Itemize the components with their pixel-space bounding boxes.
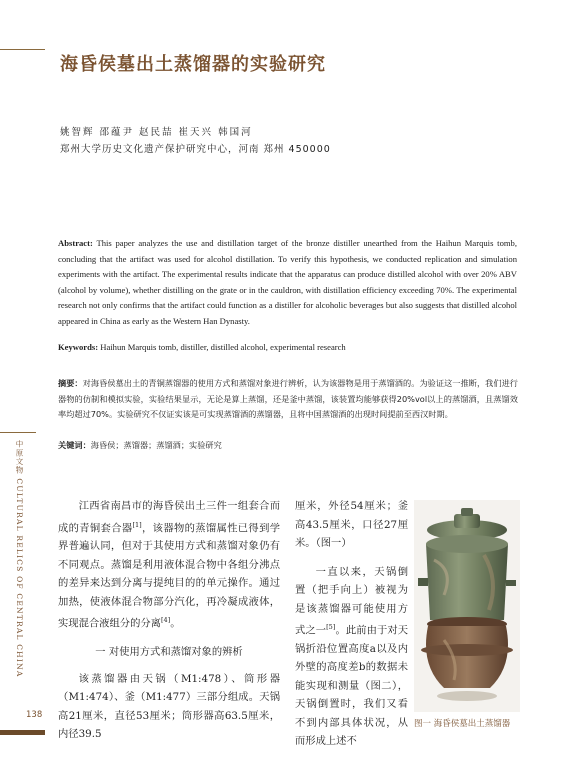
paragraph: 厘米，外径54厘米；釜高43.5厘米，口径27厘米。（图一） [295,500,408,549]
page-number: 138 [26,710,43,720]
bottom-rule [0,730,45,735]
top-rule [0,49,45,50]
distiller-photo [414,500,520,712]
english-keywords [58,342,517,352]
paragraph [58,670,280,744]
reference-mark[interactable]: [4] [160,616,171,625]
paragraph-text: 江西省南昌市的海昏侯出土三件一组套合而成的青铜套合器 [58,500,280,534]
figure-caption: 图一 海昏侯墓出土蒸馏器 [414,719,511,729]
reference-mark[interactable]: [1] [132,520,142,529]
paragraph-text: 一直以来，天锅倒置（把手向上）被视为是该蒸馏器可能使用方式之一 [295,565,408,637]
paragraph [58,497,280,633]
keywords-label: Keywords: [58,342,99,352]
zh-abstract-label: 摘要： [58,378,83,388]
abstract-label: Abstract: [58,238,93,248]
reference-mark[interactable]: [5] [326,623,336,631]
body-column-right [295,497,408,751]
body-column-left [58,497,280,744]
affiliation: 郑州大学历史文化遗产保护研究中心，河南 郑州 450000 [60,144,331,155]
journal-side-label: 中原文物 CULTURAL RELICS OF CENTRAL CHINA [15,440,24,678]
paragraph-text: ，该器物的蒸馏属性已得到学界普遍认同，但对于其使用方式和蒸馏对象仍有不同观点。蒸馏是利用液体混合物中各组分沸点的差异来达到分离与提纯目的的单元操作。通过加热，使液体混合物部分汽化，再冷凝成液体，实现混合液组分的分离 [58,521,281,630]
zh-abstract-text: 对海昏侯墓出土的青铜蒸馏器的使用方式和蒸馏对象进行辨析，认为该器物是用于蒸馏酒的。为验证这一推断，我们进行器物的仿制和模拟实验，实验结果显示，无论是算上蒸馏，还是釜中蒸馏，该装置均能够获得20%vol以上的蒸馏酒，且蒸馏效率均超过70%。实验研究不仅证实该是可实现蒸馏酒的蒸馏器，且将中国蒸馏酒的出现时间提前至西汉时期。 [58,378,518,419]
paragraph-text: 。此前由于对天锅折沿位置高度a以及内外壁的高度差b的数据未能实现和测量（图二），天锅倒置时，我们又看不到内部具体状况，从而形成上述不 [295,624,409,748]
paragraph-text: 。 [170,617,181,630]
article-title: 海昏侯墓出土蒸馏器的实验研究 [60,54,326,75]
paragraph [295,563,408,751]
chinese-abstract [58,376,518,423]
chinese-keywords [58,440,518,451]
authors: 姚智辉 邵蕴尹 赵民喆 崔天兴 韩国河 [60,127,253,138]
abstract-text: This paper analyzes the use and distillation target of the bronze distiller unearthed from the Haihun Marquis tomb, concluding that the artifact was used for alcohol distillation. To verify this hypothesis, we conducted replication and simulation experiments with the artifact. The experimental results indicate that the apparatus can produce distilled alcohol with over 20% ABV (alcohol by volume), whether distilling on the grate or in the cauldron, with distillation efficiency exceeding 70%. The experimental research not only confirms that the artifact could function as a distiller for alcoholic beverages but also suggests that distilled alcohol appeared in China as early as the Western Han Dynasty. [58,238,517,326]
side-rule [0,432,36,433]
keywords-text: Haihun Marquis tomb, distiller, distilled alcohol, experimental research [100,342,346,352]
zh-keywords-text: 海昏侯；蒸馏器；蒸馏酒；实验研究 [90,440,222,450]
section-heading: 一 对使用方式和蒸馏对象的辨析 [95,646,243,659]
english-abstract [58,236,517,329]
paragraph-text: 该蒸馏器由天锅（M1:478）、筒形器（M1:474）、釜（M1:477）三部分组成。天锅高21厘米，直径53厘米；筒形器高63.5厘米，内径39.5 [58,672,280,741]
zh-keywords-label: 关键词： [58,440,91,450]
distiller-illustration [414,500,520,712]
